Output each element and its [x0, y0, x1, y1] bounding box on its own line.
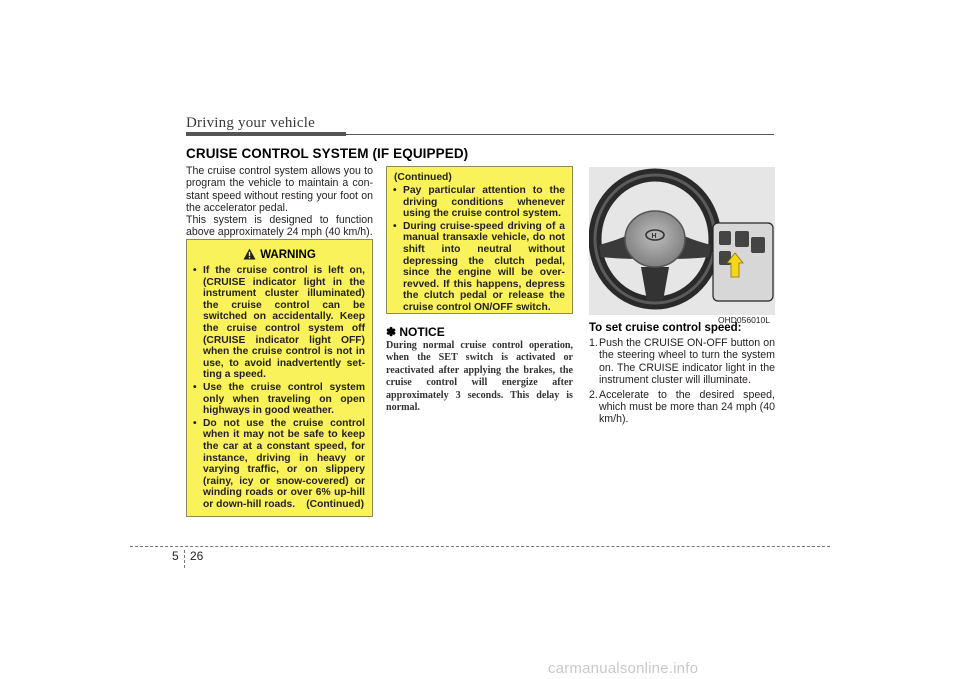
warning-triangle-icon [243, 248, 256, 260]
footer-separator [184, 550, 185, 568]
step-item [589, 389, 775, 426]
set-speed-title: To set cruise control speed: [589, 322, 742, 334]
page-heading: CRUISE CONTROL SYSTEM (IF EQUIPPED) [186, 146, 469, 161]
warning-continued: (Continued) [306, 499, 364, 510]
step-number: 2. [589, 388, 598, 401]
intro-paragraph-1: The cruise control system allows you to program the vehicle to maintain a con-stant speed without resting your foot on the accelerator pedal. [186, 165, 373, 215]
step-item [589, 337, 775, 387]
footer-rule [130, 546, 830, 547]
watermark[interactable]: carmanualsonline.info [548, 660, 699, 677]
continued-item: • During cruise-speed driving of a manual transaxle vehicle, do not shift into neutral without depressing the clutch pedal, since the engine will be over-revved. If this happens, depress the clutch pedal or release the cruise control ON/OFF switch. [393, 221, 565, 314]
warning-item: • Use the cruise control system only when traveling on open highways in good weather. [193, 382, 365, 417]
warning-list [193, 265, 365, 511]
continued-heading: (Continued) [394, 172, 452, 183]
warning-box [186, 239, 373, 517]
continued-list [393, 185, 565, 315]
header-rule [346, 134, 774, 135]
step-number: 1. [589, 337, 598, 349]
steering-wheel-cruise-buttons-icon [589, 167, 775, 315]
warning-continued-box [386, 166, 573, 314]
figure-code: OHD056010L [718, 315, 770, 325]
header-bar [186, 132, 346, 136]
warning-heading [187, 248, 372, 261]
page-number: 26 [190, 549, 204, 563]
intro-paragraph-2: This system is designed to function above approximately 24 mph (40 km/h). [186, 214, 373, 239]
step-text: Accelerate to the desired speed, which must be more than 24 mph (40 km/h). [599, 388, 775, 426]
set-speed-steps [589, 337, 775, 428]
step-text: Push the CRUISE ON-OFF button on the steering wheel to turn the system on. The CRUISE indicator light in the instrument cluster will illuminate. [599, 337, 775, 387]
notice-title: ✽ NOTICE [386, 325, 445, 339]
section-title: Driving your vehicle [186, 115, 315, 131]
continued-item: • Pay particular attention to the driving conditions whenever using the cruise control system. [393, 185, 565, 220]
svg-text:H: H [651, 233, 657, 240]
warning-item: • Do not use the cruise control when it may not be safe to keep the car at a constant speed, for instance, driving in heavy or varying traffic, or on slippery (rainy, icy or snow-covered) or winding roads or over 6% up-hill or down-hill roads. [193, 418, 365, 511]
chapter-number: 5 [172, 549, 179, 563]
steering-wheel-photo [589, 167, 775, 315]
notice-text: During normal cruise control operation, when the SET switch is activated or reactivated after applying the brakes, the cruise control will energize after approximately 3 seconds. This delay is normal. [386, 340, 573, 414]
warning-item: • If the cruise control is left on, (CRUISE indicator light in the instrument cluster illuminated) the cruise control can be switched on accidentally. Keep the cruise control system off (CRUISE indicator light OFF) when the cruise control is not in use, to avoid inadvertently set-ting a speed. [193, 265, 365, 381]
warning-title: WARNING [260, 249, 316, 261]
